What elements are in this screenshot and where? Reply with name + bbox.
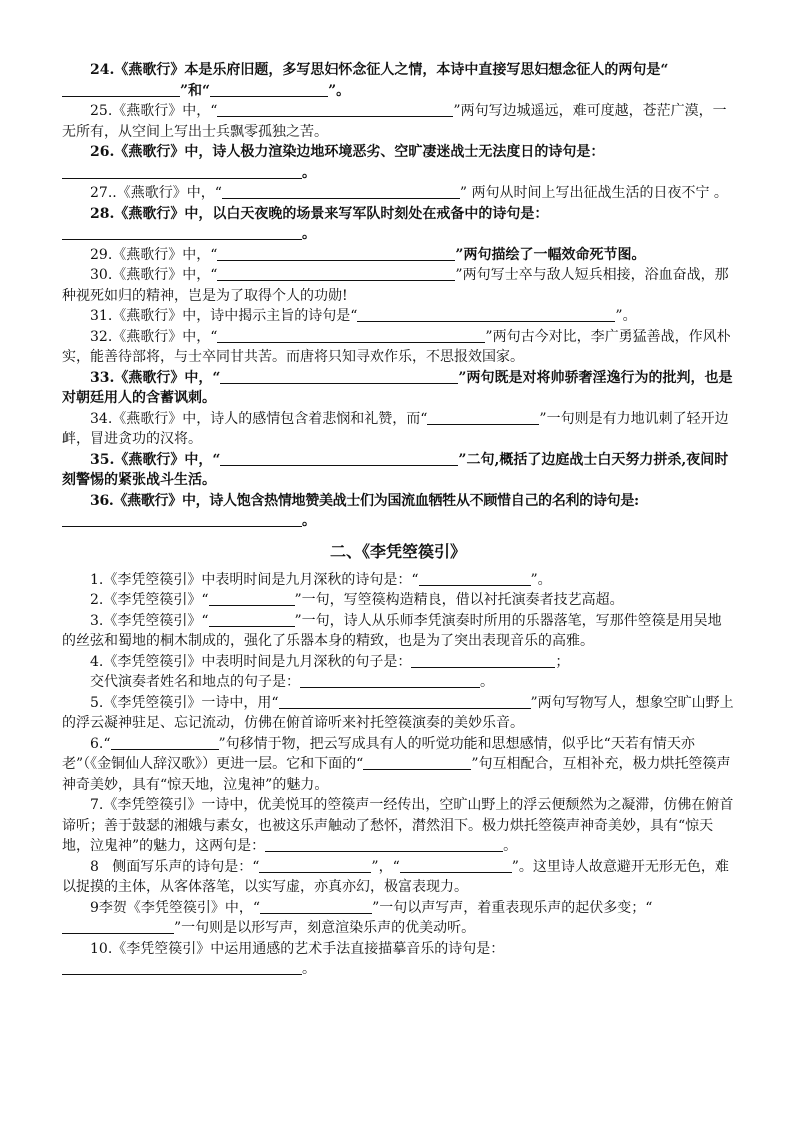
answer-blank[interactable] bbox=[62, 919, 174, 934]
answer-blank[interactable] bbox=[265, 837, 503, 852]
question-3 bbox=[62, 611, 734, 652]
answer-blank[interactable] bbox=[217, 246, 455, 261]
answer-blank[interactable] bbox=[62, 225, 302, 240]
question-text: 。 bbox=[302, 226, 316, 242]
question-text: ”，“ bbox=[371, 858, 400, 875]
question-30 bbox=[62, 265, 734, 306]
answer-blank[interactable] bbox=[419, 571, 531, 586]
question-text: 25.《燕歌行》中，“ bbox=[90, 103, 218, 119]
question-32 bbox=[62, 327, 734, 368]
answer-blank[interactable] bbox=[279, 694, 531, 709]
question-25 bbox=[62, 101, 734, 142]
question-text: 2.《李凭箜篌引》“ bbox=[90, 592, 209, 608]
question-29 bbox=[62, 245, 734, 266]
question-35 bbox=[62, 450, 734, 491]
question-text: ”两句描绘了一幅效命死节图。 bbox=[455, 246, 646, 263]
answer-blank[interactable] bbox=[62, 512, 302, 527]
question-text: ； bbox=[555, 653, 570, 670]
question-text: 33.《燕歌行》中，“ bbox=[90, 369, 221, 386]
question-9 bbox=[62, 898, 734, 939]
question-text: ”一句，写箜篌构造精良，借以衬托演奏者技艺高超。 bbox=[294, 592, 624, 608]
answer-blank[interactable] bbox=[220, 369, 458, 384]
question-text: 27..《燕歌行》中，“ bbox=[90, 185, 222, 201]
question-text: ”一句，诗人从乐师李凭演奏时所用的乐器落笔，写那件箜篌是用吴地的丝弦和蜀地的桐木制成的，强化了乐器本身的精致，也是为了突出表现音乐的高雅。 bbox=[62, 612, 722, 649]
question-28 bbox=[62, 204, 734, 245]
question-text: 1.《李凭箜篌引》中表明时间是九月深秋的诗句是：“ bbox=[90, 571, 419, 588]
question-26 bbox=[62, 142, 734, 183]
answer-blank[interactable] bbox=[217, 328, 485, 343]
question-text: 6.“ bbox=[90, 735, 111, 752]
question-27 bbox=[62, 183, 734, 204]
question-text: ”。 bbox=[615, 308, 637, 324]
section-title: 二、《李凭箜篌引》 bbox=[329, 541, 466, 561]
answer-blank[interactable] bbox=[62, 960, 302, 975]
question-24 bbox=[62, 60, 734, 101]
question-text: 29.《燕歌行》中，“ bbox=[90, 246, 218, 263]
question-6 bbox=[62, 734, 734, 796]
question-text: 4.《李凭箜篌引》中表明时间是九月深秋的句子是： bbox=[90, 653, 412, 670]
question-1 bbox=[62, 570, 734, 591]
question-text: ”。 bbox=[328, 82, 351, 99]
answer-blank[interactable] bbox=[62, 82, 180, 97]
question-text: 。 bbox=[302, 961, 316, 977]
answer-blank[interactable] bbox=[111, 735, 219, 750]
question-text: 。 bbox=[302, 164, 316, 181]
question-text: ”两句写士卒与敌人短兵相接，浴血奋战，那种视死如归的精神，岂是为了取得个人的功勋! bbox=[62, 267, 729, 304]
question-text: 34.《燕歌行》中，诗人的感情包含着悲悯和礼赞，而“ bbox=[90, 410, 428, 427]
question-text: 5.《李凭箜篌引》一诗中，用“ bbox=[90, 694, 279, 711]
question-text: 。 bbox=[503, 838, 518, 854]
question-text: 3.《李凭箜篌引》“ bbox=[90, 612, 209, 629]
answer-blank[interactable] bbox=[217, 266, 455, 281]
question-2 bbox=[62, 590, 734, 611]
question-text: 31.《燕歌行》中，诗中揭示主旨的诗句是“ bbox=[90, 308, 358, 324]
question-text: 。 bbox=[480, 674, 494, 690]
question-text: 10.《李凭箜篌引》中运用通感的艺术手法直接描摹音乐的诗句是： bbox=[90, 940, 505, 957]
answer-blank[interactable] bbox=[400, 858, 512, 873]
question-text: ”句互相配合，互相补充，极力烘托箜篌声神奇美妙，具有“惊天地，泣鬼神”的魅力。 bbox=[62, 756, 731, 793]
question-4 bbox=[62, 652, 734, 673]
answer-blank[interactable] bbox=[411, 653, 555, 668]
question-text: ”两句写物写人，想象空旷山野上的浮云凝神驻足、忘记流动，仿佛在俯首谛听来衬托箜篌演奏的美妙乐音。 bbox=[62, 694, 734, 731]
question-text: ” 两句从时间上写出征战生活的日夜不宁 。 bbox=[459, 185, 728, 201]
question-text: 交代演奏者姓名和地点的句子是： bbox=[90, 674, 300, 690]
question-text: 8 侧面写乐声的诗句是：“ bbox=[90, 858, 260, 875]
answer-blank[interactable] bbox=[427, 410, 539, 425]
answer-blank[interactable] bbox=[210, 82, 328, 97]
question-text: 。 bbox=[302, 513, 316, 529]
question-text: ”一句以声写声，着重表现乐声的起伏多变；“ bbox=[372, 899, 653, 916]
question-text: 35.《燕歌行》中，“ bbox=[90, 451, 221, 468]
question-text: 9李贺《李凭箜篌引》中，“ bbox=[90, 899, 261, 916]
question-7 bbox=[62, 795, 734, 857]
answer-blank[interactable] bbox=[222, 184, 460, 199]
question-text: ”二句,概括了边庭战士白天努力拼杀,夜间时刻警惕的紧张战斗生活。 bbox=[62, 451, 729, 488]
page-content bbox=[62, 60, 734, 980]
question-8 bbox=[62, 857, 734, 898]
question-text: 26.《燕歌行》中，诗人极力渲染边地环境恶劣、空旷凄迷战士无法度日的诗句是： bbox=[90, 144, 605, 160]
answer-blank[interactable] bbox=[300, 673, 480, 688]
answer-blank[interactable] bbox=[62, 164, 302, 179]
question-4-continued bbox=[62, 672, 734, 693]
question-text: ”。 bbox=[530, 571, 552, 588]
question-text: 24.《燕歌行》本是乐府旧题，多写思妇怀念征人之情，本诗中直接写思妇想念征人的两句是“ bbox=[90, 62, 669, 78]
question-36 bbox=[62, 491, 734, 532]
question-text: ”句移情于物，把云写成具有人的听觉功能和思想感情，似乎比“天若有情天亦老”（《金铜仙人辞汉歌》）更进一层。它和下面的“ bbox=[62, 735, 695, 772]
question-31 bbox=[62, 306, 734, 327]
question-33 bbox=[62, 368, 734, 409]
question-text: ”和“ bbox=[180, 82, 211, 99]
answer-blank[interactable] bbox=[209, 591, 295, 606]
answer-blank[interactable] bbox=[260, 899, 372, 914]
question-text: 7.《李凭箜篌引》一诗中，优美悦耳的箜篌声一经传出，空旷山野上的浮云便颓然为之凝滞，仿佛在俯首谛听；善于鼓瑟的湘娥与素女，也被这乐声触动了愁怀，潸然泪下。极力烘托箜篌声神奇美妙，具有“惊天地，泣鬼神”的魅力，这两句是： bbox=[62, 797, 734, 854]
question-text: ”两句写边城遥远，难可度越，苍茫广漠，一无所有，从空间上写出士兵飘零孤独之苦。 bbox=[62, 103, 727, 140]
answer-blank[interactable] bbox=[357, 307, 615, 322]
answer-blank[interactable] bbox=[209, 612, 295, 627]
question-text: ”一句则是以形写声，刻意渲染乐声的优美动听。 bbox=[174, 920, 476, 936]
question-34 bbox=[62, 409, 734, 450]
question-text: 32.《燕歌行》中，“ bbox=[90, 328, 218, 345]
question-text: ”。这里诗人故意避开无形无色，难以捉摸的主体，从客体落笔，以实写虚，亦真亦幻，极富表现力。 bbox=[62, 858, 729, 895]
answer-blank[interactable] bbox=[217, 102, 453, 117]
question-text: ”一句则是有力地讥刺了轻开边衅，冒进贪功的汉将。 bbox=[62, 410, 729, 447]
question-text: ”两句古今对比，李广勇猛善战，作风朴实，能善待部将，与士卒同甘共苦。而唐将只知寻欢作乐，不思报效国家。 bbox=[62, 328, 731, 365]
answer-blank[interactable] bbox=[259, 858, 371, 873]
question-10 bbox=[62, 939, 734, 980]
question-text: 28.《燕歌行》中，以白天夜晚的场景来写军队时刻处在戒备中的诗句是： bbox=[90, 205, 549, 222]
question-5 bbox=[62, 693, 734, 734]
answer-blank[interactable] bbox=[220, 451, 458, 466]
question-text: 30.《燕歌行》中，“ bbox=[90, 267, 218, 283]
question-text: 36.《燕歌行》中，诗人饱含热情地赞美战士们为国流血牺牲从不顾惜自己的名利的诗句是: bbox=[90, 492, 639, 509]
question-text: ”两句既是对将帅骄奢淫逸行为的批判，也是对朝廷用人的含蓄讽刺。 bbox=[62, 369, 733, 406]
answer-blank[interactable] bbox=[363, 755, 471, 770]
